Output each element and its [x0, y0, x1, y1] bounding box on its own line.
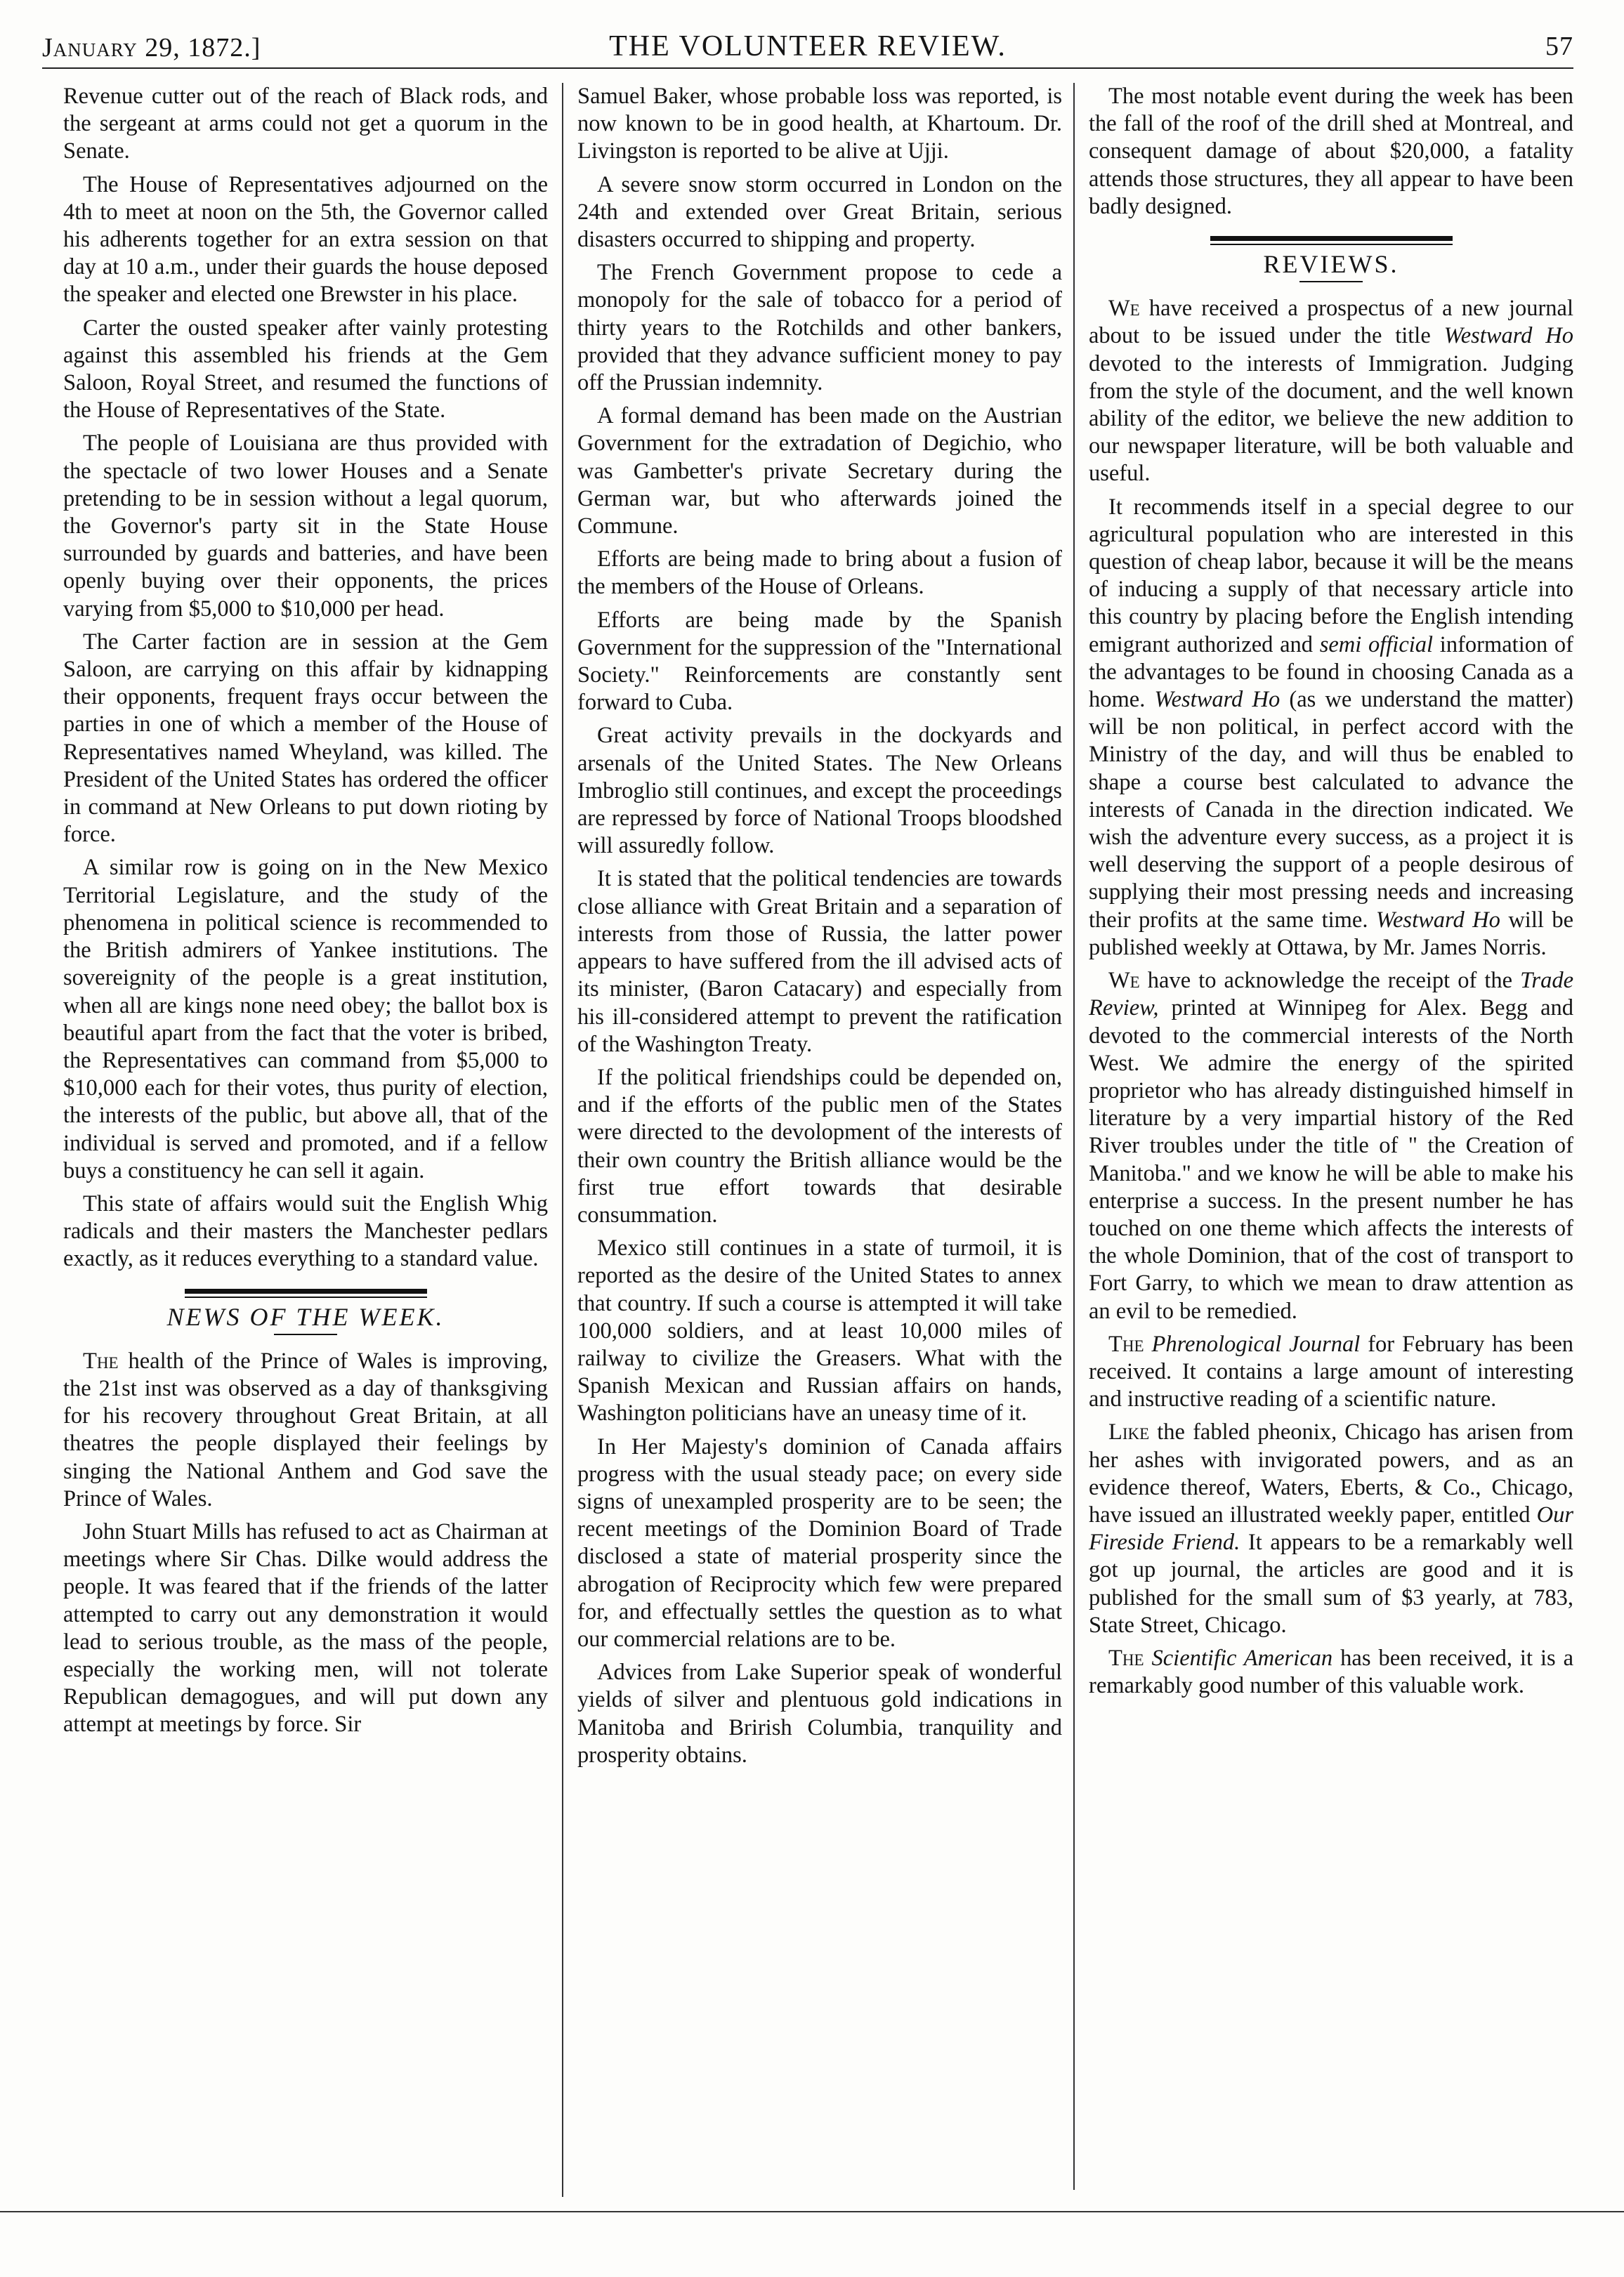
paragraph: In Her Majesty's dominion of Canada affairs progress with the usual steady pace; on every side signs of unexampled prosperity are to be seen; the recent meetings of the Dominion Board of Trade disclosed a state of material prosperity since the abrogation of Reciprocity which few were prepared for, and effectually settles the question as to what our commercial relations are to be.: [577, 1433, 1062, 1652]
lead-word: Like: [1108, 1419, 1150, 1445]
paragraph: The most notable event during the week has been the fall of the roof of the drill shed at Montreal, and consequent damage of about $20,000, a fatality attends those structures, they all appear to have been badly designed.: [1089, 84, 1573, 219]
paragraph: If the political friendships could be depended on, and if the efforts of the public men of the States were directed to the devolopment of the interests of their own country the British alliance would be the first true effort towards that desirable consummation.: [577, 1064, 1062, 1228]
paragraph: The French Government propose to cede a monopoly for the sale of tobacco for a period of thirty years to the Rotchilds and other bankers, provided that they advance sufficient money to pay off the Prussian indemnity.: [577, 260, 1062, 396]
section-rule: [185, 1297, 427, 1298]
publication-title: Westward Ho: [1375, 907, 1500, 933]
paragraph: A similar row is going on in the New Mexico Territorial Legislature, and the study of the phenomena in political science is recommended to the British admirers of Yankee institutions. The sovereignity of the people is a great institution, when all are kings none need obey; the ballot box is beautiful apart from the fact that the voter is bribed, the Representatives can command from $5,000 to $10,000 each for their votes, thus purity of election, the interests of the public, but above all, that of the individual is served and promoted, and if a fellow buys a constituency he can sell it again.: [63, 855, 548, 1183]
news-section-header: [63, 1289, 548, 1335]
lead-word: We: [1108, 968, 1140, 994]
page-header: [42, 25, 1573, 70]
section-underline: [274, 1334, 337, 1335]
paragraph: A formal demand has been made on the Austrian Government for the extradation of Degichio, who was Gambetter's private Secretary during the German war, but who afterwards joined the Commune.: [577, 403, 1062, 539]
paragraph-text: information of the advantages to be found in choosing Canada as a home.: [1089, 631, 1574, 713]
paragraph: This state of affairs would suit the English Whig radicals and their masters the Manchester pedlars exactly, as it reduces everything to a standard value.: [63, 1190, 548, 1272]
paragraph: Advices from Lake Superior speak of wonderful yields of silver and plentuous gold indications in Manitoba and Brirish Columbia, tranquility and prosperity obtains.: [577, 1660, 1062, 1768]
paragraph: Mexico still continues in a state of turmoil, it is reported as the desire of the United States to annex that country. If such a course is attempted it will take 100,000 soldiers, and at least 10,000 miles of railway to civilize the Greasers. What with the Spanish Mexican and Russian affairs on hands, Washington politicians have an uneasy time of it.: [577, 1235, 1062, 1426]
page-number: 57: [1545, 32, 1573, 61]
publication-title: Westward Ho: [1154, 687, 1281, 713]
paragraph: [1089, 295, 1573, 487]
paragraph-text: will be published weekly at Ottawa, by Mr. James Norris.: [1089, 907, 1574, 960]
paragraph-text: for February has been received. It contains a large amount of interesting and instructive reading of a scientific nature.: [1089, 1331, 1574, 1412]
section-heading: REVIEWS.: [1263, 250, 1399, 279]
paragraph-text: the fabled pheonix, Chicago has arisen from her ashes with invigorated powers, and as an evidence thereof, Waters, Eberts, & Co., Chicago, have issued an illustrated weekly paper, entitled: [1089, 1419, 1573, 1528]
paragraph: It is stated that the political tendencies are towards close alliance with Great Britain and a separation of interests from those of Russia, the latter power appears to have suffered from the ill advised acts of its minister, (Baron Catacary) and especially from his ill-considered attempt to prevent the ratification of the Washington Treaty.: [577, 866, 1062, 1057]
lead-word: We: [1108, 296, 1140, 322]
paragraph: Samuel Baker, whose probable loss was reported, is now known to be in good health, at Khartoum. Dr. Livingston is reported to be alive at Ujji.: [577, 84, 1062, 164]
paragraph-text: has been received, it is a remarkably good number of this valuable work.: [1089, 1645, 1574, 1699]
section-underline: [1299, 281, 1363, 282]
paragraph-text: have to acknowledge the receipt of the: [1139, 968, 1521, 994]
emphasis: semi official: [1319, 631, 1434, 657]
paragraph: Great activity prevails in the dockyards and arsenals of the United States. The New Orleans Imbroglio still continues, and except the proceedings are repressed by force of National Troops bloodshed will assuredly follow.: [577, 723, 1062, 859]
paragraph: John Stuart Mills has refused to act as Chairman at meetings where Sir Chas. Dilke would address the people. It was feared that if the friends of the latter attempted to carry out any demonstration it would lead to serious trouble, as the mass of the people, especially the working men, will not tolerate Republican demagogues, and will put down any attempt at meetings by force. Sir: [63, 1518, 548, 1738]
paragraph: [63, 1348, 548, 1513]
column-2: [577, 83, 1062, 1775]
paragraph: [1089, 1645, 1573, 1700]
issue-date: January 29, 1872.]: [42, 33, 261, 63]
header-rule: [42, 67, 1573, 69]
paragraph: Revenue cutter out of the reach of Black rods, and the sergeant at arms could not get a quorum in the Senate.: [63, 84, 548, 164]
publication-title: Westward Ho: [1443, 323, 1574, 349]
column-divider-2: [1073, 83, 1075, 2190]
publication-title: Our Fireside Friend.: [1089, 1502, 1573, 1556]
paragraph: [1089, 494, 1573, 962]
paragraph: [1089, 1331, 1573, 1414]
paragraph-text: have received a prospectus of a new journal about to be issued under the title: [1089, 296, 1573, 349]
paragraph: A severe snow storm occurred in London on the 24th and extended over Great Britain, serious disasters occurred to shipping and property.: [577, 171, 1062, 253]
paragraph: [1089, 967, 1573, 1325]
paragraph-text: printed at Winnipeg for Alex. Begg and devoted to the commercial interests of the North West. We admire the energy of the spirited proprietor who has already distinguished himself in literature by a very impartial history of the Red River troubles under the title of " the Creation of Manitoba." and we know he will be able to make his enterprise a success. In the present number he has touched on one theme which affects the interests of the whole Dominion, that of the cost of transport to Fort Garry, to which we mean to draw attention as an evil to be remedied.: [1089, 995, 1573, 1324]
lead-word: The: [1108, 1331, 1144, 1357]
paragraph-text: It recommends itself in a special degree to our agricultural population who are interested in this question of cheap labor, because it will be the means of inducing a supply of that necessary article into this country by placing before the English intending emigrant authorized and: [1089, 494, 1573, 657]
column-3: [1089, 83, 1573, 1705]
paragraph: Carter the ousted speaker after vainly protesting against this assembled his friends at the Gem Saloon, Royal Street, and resumed the functions of the House of Representatives of the State.: [63, 315, 548, 424]
publication-title: Phrenological Journal: [1151, 1331, 1361, 1357]
paragraph-text: It appears to be a remarkably well got up journal, the articles are good and it is published for the small sum of $3 yearly, at 783, State Street, Chicago.: [1089, 1530, 1573, 1638]
lead-word: The: [83, 1348, 119, 1374]
column-divider-1: [562, 83, 563, 2197]
paragraph: The Carter faction are in session at the Gem Saloon, are carrying on this affair by kidnapping their opponents, frequent frays occur between the parties in one of which a member of the House of Representatives named Wheyland, was killed. The President of the United States has ordered the officer in command at New Orleans to put down rioting by force.: [63, 629, 548, 848]
paragraph-text: devoted to the interests of Immigration. Judging from the style of the document, and the well known ability of the editor, we believe the new addition to our newspaper literature, will be both valuable and useful.: [1089, 350, 1573, 487]
paragraph: Efforts are being made by the Spanish Government for the suppression of the "International Society." Reinforcements are constantly sent forward to Cuba.: [577, 607, 1062, 716]
reviews-section-header: [1089, 236, 1573, 282]
section-rule: [1210, 236, 1453, 241]
lead-word: The: [1108, 1645, 1144, 1671]
paragraph: Efforts are being made to bring about a fusion of the members of the House of Orleans.: [577, 546, 1062, 600]
section-rule: [185, 1289, 427, 1294]
paragraph-text: health of the Prince of Wales is improving, the 21st inst was observed as a day of thanksgiving for his recovery throughout Great Britain, at all theatres the people displayed their feelings by singing the National Anthem and God save the Prince of Wales.: [63, 1348, 548, 1511]
paragraph-text: (as we understand the matter) will be non political, in perfect accord with the Ministry of the day, and will thus be enabled to shape a course best calculated to advance the interests of Canada in the direction indicated. We wish the adventure every success, as a project it is well deserving the support of a people desirous of supplying their most pressing needs and increasing their profits at the same time.: [1089, 687, 1573, 933]
page-bottom-rule: [0, 2211, 1624, 2212]
publication-title: Scientific American: [1151, 1645, 1333, 1671]
paragraph: The people of Louisiana are thus provided with the spectacle of two lower Houses and a Senate pretending to be in session without a legal quorum, the Governor's party sit in the State House surrounded by guards and batteries, and have been openly buying over their opponents, the prices varying from $5,000 to $10,000 per head.: [63, 431, 548, 622]
publication-title: Trade Review,: [1089, 968, 1573, 1021]
paragraph: [1089, 1419, 1573, 1639]
section-rule: [1210, 244, 1453, 245]
section-heading: NEWS OF THE WEEK.: [166, 1302, 445, 1331]
column-1: [63, 83, 548, 1745]
newspaper-title: THE VOLUNTEER REVIEW.: [609, 30, 1007, 63]
paragraph: The House of Representatives adjourned on the 4th to meet at noon on the 5th, the Governor called his adherents together for an extra session on that day at 10 a.m., under their guards the house deposed the speaker and elected one Brewster in his place.: [63, 171, 548, 308]
